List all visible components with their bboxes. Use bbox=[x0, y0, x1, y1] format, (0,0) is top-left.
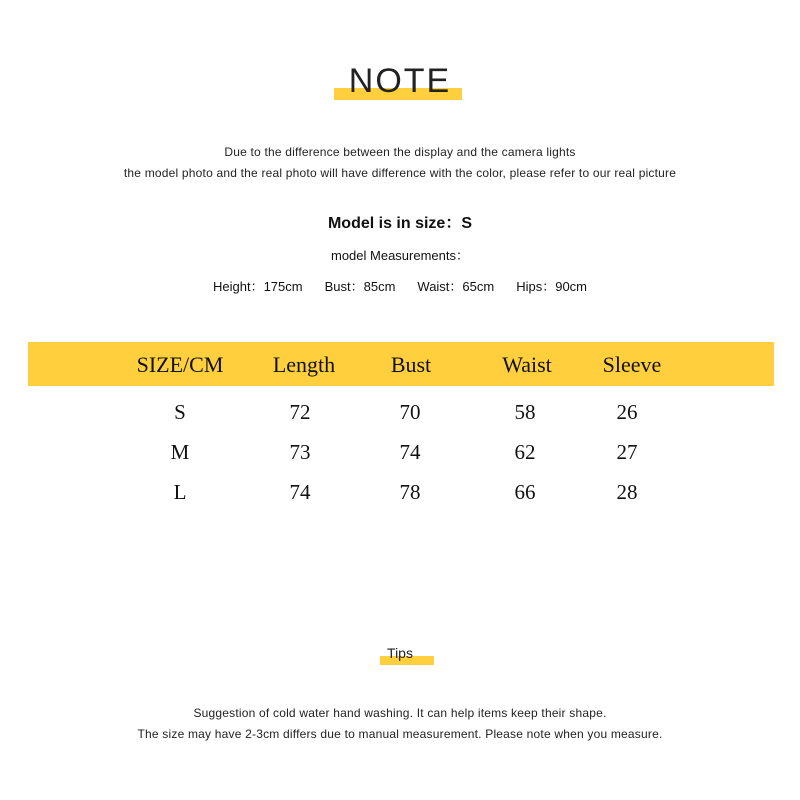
cell-length-m: 73 bbox=[289, 440, 311, 464]
model-measurements-row bbox=[0, 276, 800, 295]
cell-size-m: M bbox=[170, 440, 190, 464]
header-size-cm: SIZE/CM bbox=[136, 352, 224, 377]
model-size-line: Model is in size：S bbox=[327, 215, 473, 232]
cell-sleeve-s: 26 bbox=[616, 400, 638, 424]
disclaimer-line-2: the model photo and the real photo will have difference with the color, please refer to our real picture bbox=[123, 166, 677, 180]
header-length: Length bbox=[272, 352, 336, 377]
tip-line-2: The size may have 2-3cm differs due to manual measurement. Please note when you measure. bbox=[137, 727, 663, 741]
cell-size-l: L bbox=[173, 480, 187, 504]
measurement-waist: Waist：65cm bbox=[417, 279, 495, 294]
cell-waist-s: 58 bbox=[514, 400, 536, 424]
tips-label: Tips bbox=[387, 645, 413, 661]
cell-bust-l: 78 bbox=[399, 480, 421, 504]
cell-waist-l: 66 bbox=[514, 480, 536, 504]
measurement-bust: Bust：85cm bbox=[324, 279, 396, 294]
tip-line-1: Suggestion of cold water hand washing. It can help items keep their shape. bbox=[193, 706, 607, 720]
measurement-height: Height：175cm bbox=[212, 279, 303, 294]
cell-length-l: 74 bbox=[289, 480, 311, 504]
cell-sleeve-l: 28 bbox=[616, 480, 638, 504]
cell-sleeve-m: 27 bbox=[616, 440, 638, 464]
header-bust: Bust bbox=[390, 352, 432, 377]
cell-size-s: S bbox=[174, 400, 186, 424]
measurement-hips: Hips：90cm bbox=[516, 279, 588, 294]
disclaimer-line-1: Due to the difference between the display and the camera lights bbox=[224, 145, 576, 159]
cell-waist-m: 62 bbox=[514, 440, 536, 464]
model-measurements-label: model Measurements： bbox=[331, 248, 469, 263]
header-waist: Waist bbox=[502, 352, 552, 377]
note-title: NOTE bbox=[348, 62, 452, 100]
cell-length-s: 72 bbox=[289, 400, 311, 424]
header-sleeve: Sleeve bbox=[602, 352, 662, 377]
cell-bust-m: 74 bbox=[399, 440, 421, 464]
cell-bust-s: 70 bbox=[399, 400, 421, 424]
